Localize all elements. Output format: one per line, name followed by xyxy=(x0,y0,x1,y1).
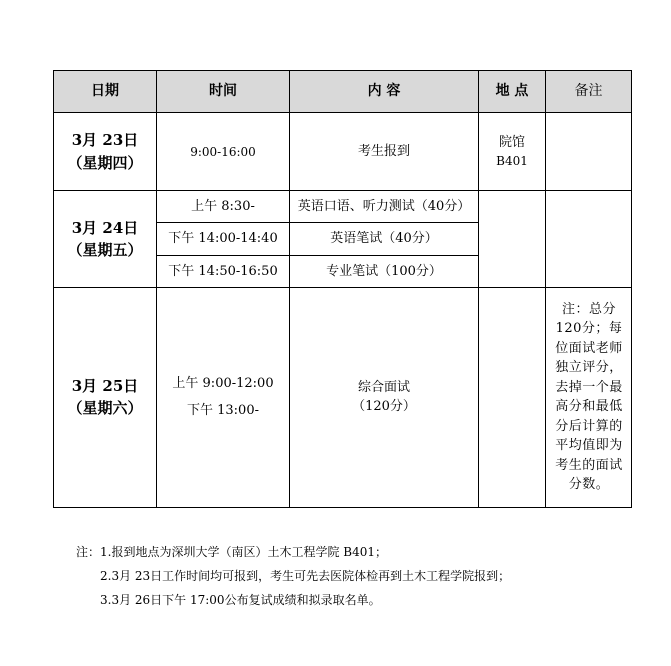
time-am: 上午 9:00-12:00 xyxy=(172,376,274,392)
header-remarks: 备注 xyxy=(546,71,632,113)
time-cell: 上午 8:30- xyxy=(157,191,290,223)
schedule-table xyxy=(53,70,632,508)
footnotes xyxy=(76,540,636,612)
header-date: 日期 xyxy=(54,71,157,113)
date-cell-day1 xyxy=(54,113,157,191)
header-content: 内 容 xyxy=(290,71,479,113)
time-cell xyxy=(157,287,290,507)
time-pm: 下午 13:00- xyxy=(187,403,259,419)
weekday-text: （星期四） xyxy=(67,153,143,172)
time-cell: 下午 14:00-14:40 xyxy=(157,223,290,255)
time-cell: 9:00-16:00 xyxy=(157,113,290,191)
content-score: （120分） xyxy=(352,399,416,415)
header-time: 时间 xyxy=(157,71,290,113)
date-text: 3月 23日 xyxy=(71,131,139,150)
date-text: 3月 24日 xyxy=(71,218,139,237)
content-cell: 英语口语、听力测试（40分） xyxy=(290,191,479,223)
remark-cell-empty xyxy=(546,191,632,288)
remark-cell: 注：总分 120分；每位面试老师独立评分，去掉一个最高分和最低分后计算的平均值即为考生的面试分数。 xyxy=(546,287,632,507)
location-cell-empty xyxy=(479,191,546,288)
weekday-text: （星期五） xyxy=(67,241,143,259)
date-cell-day2 xyxy=(54,191,157,288)
table-row xyxy=(54,113,632,191)
date-text: 3月 25日 xyxy=(71,376,139,395)
location-line1: 院馆 xyxy=(498,134,525,150)
time-cell: 下午 14:50-16:50 xyxy=(157,255,290,287)
table-row xyxy=(54,287,632,507)
weekday-text: （星期六） xyxy=(67,399,143,418)
footnote-1: 注：1.报到地点为深圳大学（南区）土木工程学院 B401； xyxy=(76,545,387,559)
footnote-3: 3.3月 26日下午 17:00公布复试成绩和拟录取名单。 xyxy=(100,593,381,607)
remark-cell-empty xyxy=(546,113,632,191)
location-cell-empty xyxy=(479,287,546,507)
location-cell xyxy=(479,113,546,191)
content-cell xyxy=(290,287,479,507)
content-title: 综合面试 xyxy=(357,379,410,395)
content-cell: 考生报到 xyxy=(290,113,479,191)
header-row xyxy=(54,71,632,113)
table-row xyxy=(54,191,632,223)
date-cell-day3 xyxy=(54,287,157,507)
footnote-2: 2.3月 23日工作时间均可报到，考生可先去医院体检再到土木工程学院报到； xyxy=(100,569,511,583)
content-cell: 专业笔试（100分） xyxy=(290,255,479,287)
header-location: 地 点 xyxy=(479,71,546,113)
location-line2: B401 xyxy=(496,154,528,169)
content-cell: 英语笔试（40分） xyxy=(290,223,479,255)
